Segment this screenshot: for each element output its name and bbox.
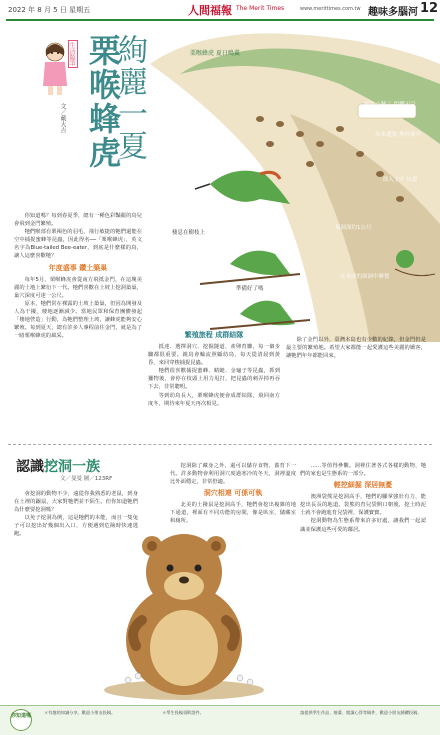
article1-para: 等到幼鳥長大，栗喉蜂虎便會成群結隊，飛回南方度冬，期待來年夏天再次相見。: [148, 392, 280, 407]
column-tag: 生活隨筆: [68, 40, 78, 68]
article2-subhead2: 輕挖細掘 深居無憂: [333, 481, 393, 490]
bee-eater-illustration: [140, 24, 440, 342]
page-header: [0, 0, 440, 20]
article2-col3: [300, 462, 426, 534]
article2-para: ……等值得參觀。洞裡住著各式各樣的動物，牠們的家也是生態系的一部分。: [300, 463, 426, 478]
article2-para: 挖洞動物為生態系帶來許多好處，讓我們一起認識並保護這些可愛的鄰居。: [300, 518, 426, 533]
article1-subhead2: 繁殖旅程 成群結隊: [184, 331, 244, 339]
article1-col1: [14, 212, 142, 340]
hero-label-tunnel: 深入土中 坑道: [382, 177, 418, 183]
article1-para: 除了金門以外，臺灣本島也有少數的紀錄，但金門仍是最主要的繁殖地。希望大家都能一起愛護這些美麗的嬌客，讓牠們年年都能回來。: [286, 337, 426, 360]
footer-col2: ＊學生投稿須附證件。: [162, 710, 204, 715]
article2-author: 文／曼曼 圖／123RF: [60, 476, 113, 482]
footer-badge-text: 你知道嗎: [10, 713, 31, 719]
article2-para: 會挖洞的動物不少，遠從你我熟悉的老鼠，到身在土裡的鼴鼠，大家對牠們並不陌生。但你知道牠們為什麼要挖洞嗎？: [14, 491, 138, 514]
article1-col3: [286, 336, 426, 360]
article1-para: 你知道嗎？每到春夏季，總有一種色彩豔麗的鳥兒會飛到金門繁殖。: [14, 213, 142, 228]
article1-para: 抵達、選擇洞穴、挖掘隧道、產卵育雛，每一個步驟都很重要。親鳥會輪流照顧幼鳥，每天從清晨到黃昏，來回穿梭捕捉昆蟲。: [148, 344, 280, 367]
groundhog-illustration: [98, 520, 270, 700]
hero-label-sleep: 在未成的窩洞中睡覺: [340, 274, 390, 280]
article2-para: 澳洲袋熊是挖洞高手，牠們的腳掌強壯有力，能挖出長長的地道。袋熊的育兒袋開口朝後，挖土時泥土就不會跑進育兒袋裡，保護寶寶。: [300, 494, 426, 517]
section-name: 趣味多腦河: [368, 7, 418, 18]
headline-line1: 絢麗一夏: [112, 34, 147, 162]
author-avatar-icon: [40, 40, 70, 96]
article1-para: 牠們喉部有栗褐色的羽毛，飛行敏捷的牠們還能在空中捕捉蜜蜂等昆蟲，因此得名──「栗喉蜂虎」，英文名字為Blue-tailed Bee-eater，到底是什麼樣的鳥，讓人這麼喜歡牠？: [14, 229, 142, 260]
article2-title: [16, 456, 100, 476]
article1-para: 每年5月，栗喉蜂虎會從南方飛抵金門，在這塊美麗的土地上繁衍下一代。牠們喜歡在土坡上挖洞築巢，巢穴深度可達一公尺。: [14, 276, 142, 299]
header-rule: [6, 19, 434, 21]
article1-col2: [148, 328, 280, 408]
hero-caption-summer: 栗喉蜂虎 夏日鳴翼: [190, 50, 240, 57]
hero-label-pair: 準備好了嗎: [236, 286, 264, 292]
article2-col2: [170, 462, 296, 526]
paper-url: www.merittimes.com.tw: [300, 6, 361, 12]
hero-label-depth: 巢洞深約1公尺: [335, 225, 372, 231]
headline-line2: 栗喉蜂虎: [84, 34, 122, 170]
article2-para: 以免子挖洞為例，這是牠們的本能，而且一隻兔子可以挖出好幾個出入口，方便遇到危險時快速逃跑。: [14, 515, 138, 538]
footer-col1: ＊有趣的知識分享，歡迎小朋友投稿。: [44, 710, 116, 715]
paper-logo: 人間福報: [188, 4, 232, 17]
page-number: 12: [420, 1, 439, 16]
article2-para: 北美的土撥鼠是挖洞高手，牠們會挖出複雜的地下通道，裡面有不同功能的房間，像是臥室、儲藏室和廁所。: [170, 502, 296, 525]
section-divider: [8, 444, 432, 445]
issue-date: 2022 年 8 月 5 日 星期五: [8, 6, 91, 14]
paper-logo-en: The Merit Times: [236, 5, 285, 12]
article2-title-highlight: 挖洞一族: [44, 459, 100, 475]
article2-subhead1: 洞穴相連 可係可執: [203, 489, 263, 498]
footer-col3: 請提供學生作品、繪畫、閱讀心得等稿件，歡迎小朋友踴躍投稿。: [300, 710, 422, 715]
article2-para: 挖洞除了藏身之外，還可以儲存食物、養育下一代。許多動物會利用洞穴度過寒冷的冬天，洞裡溫度比外面穩定，非常舒適。: [170, 463, 296, 486]
article1-para: 原本，牠們常在裸露的土坡上築巢，但因為開發及人為干擾，棲地逐漸減少。當地民眾和保育團體發起「棲地營造」行動，為牠們整理土坡，讓蜂虎能夠安心繁殖。每到夏天，總有許多人專程前往金門，就是為了一睹栗喉蜂虎的風采。: [14, 300, 142, 340]
article1-subhead1: 年度盛事 鑽土築巢: [48, 263, 108, 272]
article2-title-prefix: 認識: [16, 459, 44, 475]
hero-label-nest-a: 彩色小精工 閃耀天空: [364, 102, 416, 108]
hero-label-branch: 棲息在樹枝上: [172, 230, 206, 236]
article1-para: 牠們很喜歡捕捉蜜蜂、蜻蜓、金龜子等昆蟲，抓到獵物後，會停在枝頭上用力甩打，把昆蟲的刺弄掉再吞下去，非常聰明。: [148, 368, 280, 391]
hero-label-nest-b: 出來還要 飛回巢中: [375, 132, 421, 138]
article1-author: 文／戴大吉: [59, 103, 66, 133]
